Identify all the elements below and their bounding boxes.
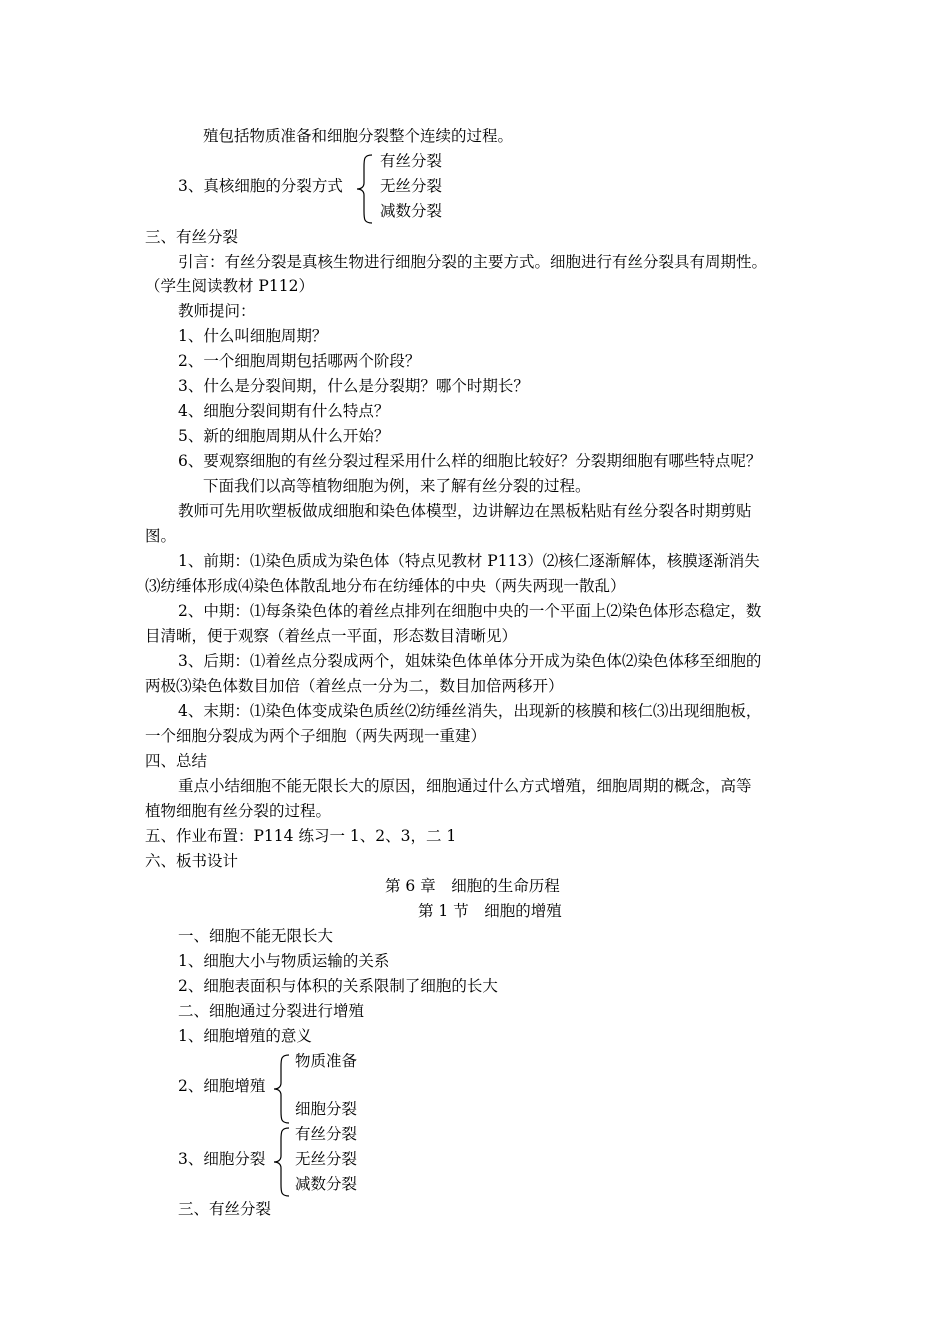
question-item: 2、一个细胞周期包括哪两个阶段？ xyxy=(178,352,421,370)
section-heading: 三、有丝分裂 xyxy=(145,228,239,246)
paragraph-line: 重点小结细胞不能无限长大的原因，细胞通过什么方式增殖，细胞周期的概念，高等 xyxy=(178,777,752,795)
paragraph-line: 下面我们以高等植物细胞为例，来了解有丝分裂的过程。 xyxy=(203,477,591,495)
paragraph-line: 教师可先用吹塑板做成细胞和染色体模型，边讲解边在黑板粘贴有丝分裂各时期剪贴 xyxy=(178,502,752,520)
paragraph-line: 图。 xyxy=(145,527,177,545)
paragraph-line: 教师提问： xyxy=(178,302,256,320)
brace-item: 细胞分裂 xyxy=(295,1100,358,1118)
paragraph-line: 两极⑶染色体数目加倍（着丝点一分为二，数目加倍两移开） xyxy=(145,677,564,695)
brace-label: 2、细胞增殖 xyxy=(178,1077,266,1095)
paragraph-line: ⑶纺缍体形成⑷染色体散乱地分布在纺缍体的中央（两失两现一散乱） xyxy=(145,577,626,595)
brace-item: 无丝分裂 xyxy=(295,1150,358,1168)
paragraph-line: 殖包括物质准备和细胞分裂整个连续的过程。 xyxy=(203,127,514,145)
paragraph-line: 3、后期：⑴着丝点分裂成两个，姐妹染色体单体分开成为染色体⑵染色体移至细胞的 xyxy=(178,652,762,670)
brace-label: 3、真核细胞的分裂方式 xyxy=(178,177,343,195)
paragraph-line: 目清晰，便于观察（着丝点一平面，形态数目清晰见） xyxy=(145,627,518,645)
question-item: 5、新的细胞周期从什么开始？ xyxy=(178,427,390,445)
brace-item: 减数分裂 xyxy=(380,202,443,220)
paragraph-line: 引言：有丝分裂是真核生物进行细胞分裂的主要方式。细胞进行有丝分裂具有周期性。 xyxy=(178,253,768,271)
paragraph-line: 2、中期：⑴每条染色体的着丝点排列在细胞中央的一个平面上⑵染色体形态稳定，数 xyxy=(178,602,762,620)
outline-item: 2、细胞表面积与体积的关系限制了细胞的长大 xyxy=(178,977,498,995)
question-item: 1、什么叫细胞周期？ xyxy=(178,327,328,345)
brace-item: 有丝分裂 xyxy=(380,152,443,170)
curly-brace-icon xyxy=(272,1053,292,1125)
section-heading: 四、总结 xyxy=(145,752,208,770)
section-heading: 六、板书设计 xyxy=(145,852,239,870)
brace-item: 物质准备 xyxy=(295,1052,358,1070)
brace-item: 有丝分裂 xyxy=(295,1125,358,1143)
board-section-title: 第 1 节 细胞的增殖 xyxy=(418,902,562,920)
outline-heading: 三、有丝分裂 xyxy=(178,1200,272,1218)
paragraph-line: 一个细胞分裂成为两个子细胞（两失两现一重建） xyxy=(145,727,487,745)
question-item: 6、要观察细胞的有丝分裂过程采用什么样的细胞比较好？分裂期细胞有哪些特点呢？ xyxy=(178,452,762,470)
paragraph-line: 植物细胞有丝分裂的过程。 xyxy=(145,802,332,820)
paragraph-line: 4、末期：⑴染色体变成染色质丝⑵纺缍丝消失，出现新的核膜和核仁⑶出现细胞板， xyxy=(178,702,762,720)
outline-item: 1、细胞增殖的意义 xyxy=(178,1027,312,1045)
brace-label: 3、细胞分裂 xyxy=(178,1150,266,1168)
outline-heading: 二、细胞通过分裂进行增殖 xyxy=(178,1002,365,1020)
brace-item: 减数分裂 xyxy=(295,1175,358,1193)
section-heading: 五、作业布置：P114 练习一 1、2、3，二 1 xyxy=(145,827,457,845)
outline-heading: 一、细胞不能无限长大 xyxy=(178,927,334,945)
board-chapter-title: 第 6 章 细胞的生命历程 xyxy=(385,877,560,895)
curly-brace-icon xyxy=(272,1126,292,1198)
paragraph-line: （学生阅读教材 P112） xyxy=(145,277,314,295)
curly-brace-icon xyxy=(355,153,375,225)
question-item: 3、什么是分裂间期，什么是分裂期？哪个时期长？ xyxy=(178,377,529,395)
outline-item: 1、细胞大小与物质运输的关系 xyxy=(178,952,390,970)
brace-item: 无丝分裂 xyxy=(380,177,443,195)
paragraph-line: 1、前期：⑴染色质成为染色体（特点见教材 P113）⑵核仁逐渐解体，核膜逐渐消失 xyxy=(178,552,760,570)
question-item: 4、细胞分裂间期有什么特点？ xyxy=(178,402,390,420)
